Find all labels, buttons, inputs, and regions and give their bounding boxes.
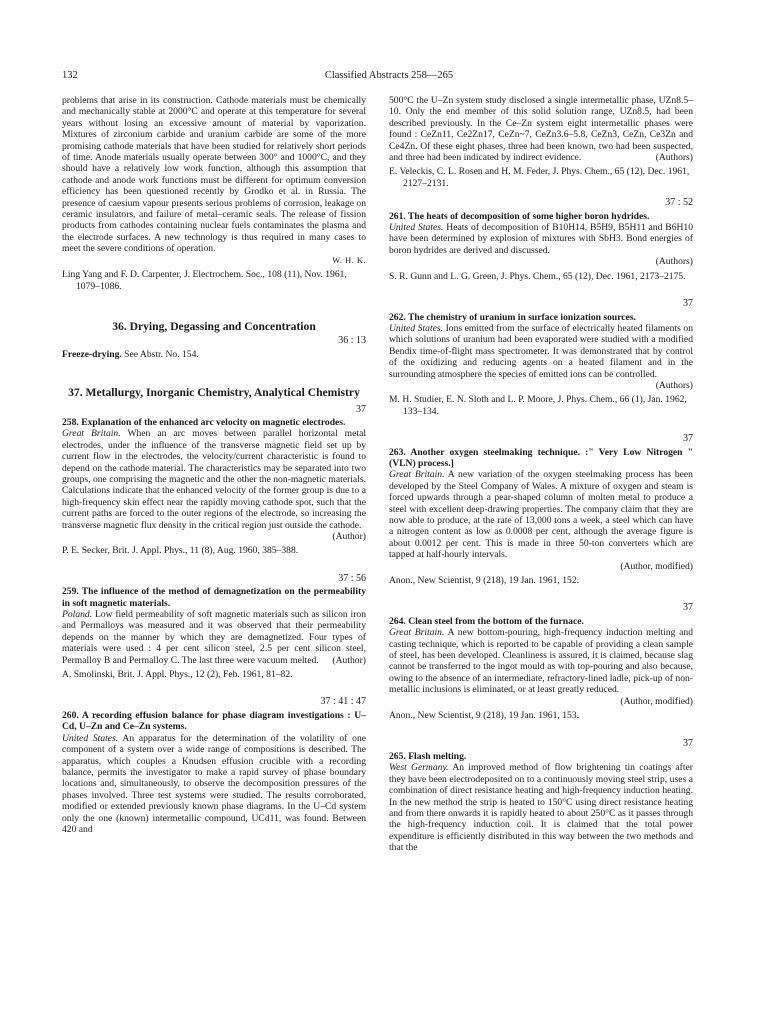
- country: Poland.: [62, 609, 93, 621]
- cross-reference-text: See Abstr. No. 154.: [124, 348, 199, 360]
- citation: M. H. Studier, E. N. Sloth and L. P. Moore, J. Phys. Chem., 66 (1), Jan. 1962, 133–134.: [389, 394, 687, 417]
- classification-ref: 37: [683, 737, 693, 749]
- abstract-262: [389, 298, 693, 417]
- abstract-body: [389, 627, 693, 695]
- abstract-title: 264. Clean steel from the bottom of the furnace.: [389, 615, 584, 627]
- abstract-title: 261. The heats of decomposition of some higher boron hydrides.: [389, 210, 650, 222]
- abstract-261: [389, 197, 693, 282]
- abstract-text: A new bottom-pouring, high-frequency induction melting and casting technique, which is reported to be capable of providing a clean sample of steel, has been developed. Cleanliness is assured, it is claimed, because slag cannot be transferred to the ingot mould as with top-pouring and also because, owing to the absence of an intermediate, refractory-lined ladle, pick-up of non-metallic inclusions is eliminated, or at least greatly reduced.: [389, 627, 694, 696]
- abstract-body: [389, 469, 693, 560]
- cross-reference-label: Freeze-drying.: [62, 348, 122, 360]
- abstract-text: Low field permeability of soft magnetic materials such as silicon iron and Permalloys was measured and it was observed that their permeability depends on the manner by which they are demagnetized. Four types of materials were used : 4 per cent silicon steel, 2.5 per cent silicon steel, Permalloy B and Permalloy C. The last three were vacuum melted.: [62, 609, 366, 666]
- abstract-text: Heats of decomposition of B10H14, B5H9, B5H11 and B6H10 have been determined by explosion of mixtures with SbH3. Bond energies of boron hydrides are derived and discussed.: [389, 222, 694, 256]
- citation: E. Veleckis, C. L. Rosen and H. M. Feder, J. Phys. Chem., 65 (12), Dec. 1961, 2127–2131.: [389, 166, 690, 189]
- abstract-title: 263. Another oxygen steelmaking technique. :" Very Low Nitrogen " (VLN) process.]: [389, 446, 693, 469]
- page-header: [62, 70, 716, 84]
- abstractor-initials: W. H. K.: [332, 255, 366, 265]
- classification-ref: 36 : 13: [338, 335, 366, 347]
- page-number: 132: [62, 70, 78, 81]
- abstract-259: [62, 573, 366, 681]
- country: United States.: [389, 322, 443, 334]
- abstract-author-note: (Author, modified): [620, 560, 693, 572]
- citation: A. Smolinski, Brit. J. Appl. Phys., 12 (2), Feb. 1961, 81–82.: [62, 669, 293, 681]
- classification-ref: 37: [683, 433, 693, 445]
- citation: P. E. Secker, Brit. J. Appl. Phys., 11 (8), Aug. 1960, 385–388.: [62, 545, 299, 557]
- abstract-author-note: (Author): [332, 654, 366, 666]
- citation: S. R. Gunn and L. G. Green, J. Phys. Chem., 65 (12), Dec. 1961, 2173–2175.: [389, 270, 686, 282]
- citation: Anon., New Scientist, 9 (218), 19 Jan. 1961, 152.: [389, 575, 579, 587]
- abstract-258: [62, 404, 366, 557]
- classification-ref: 37: [683, 298, 693, 310]
- abstract-title: 262. The chemistry of uranium in surface ionization sources.: [389, 311, 636, 323]
- abstract-body: [62, 733, 366, 836]
- abstract-text: An apparatus for the determination of the volatility of one component of a system over a wide range of compositions is described. The apparatus, which couples a Knudsen effusion crucible with a recording balance, permits the investigator to make a rapid survey of phase boundary locations and, simultaneously, to observe the decomposition pressures of the phases involved. Three test systems were studied. The results corroborated, modified or extended previously known phase diagrams. In the U–Cd system only the one (known) intermetallic compound, UCd11, was found. Between 420 and: [62, 732, 366, 835]
- abstract-body: [389, 222, 693, 256]
- continued-text: [389, 95, 693, 163]
- abstract-title: 258. Explanation of the enhanced arc velocity on magnetic electrodes.: [62, 416, 346, 428]
- classification-ref: 37 : 56: [338, 572, 366, 584]
- cross-reference: [62, 349, 366, 360]
- abstract-260: [62, 696, 366, 835]
- section-heading-37: 37. Metallurgy, Inorganic Chemistry, Analytical Chemistry: [68, 386, 360, 400]
- country: Great Britain.: [389, 627, 445, 639]
- abstract-text: A new variation of the oxygen steelmaking process has been developed by the Steel Company of Wales. A mixture of oxygen and steam is forced upwards through a pear-shaped column of molten metal to produce a steel with excellent deep-drawing properties. The company claim that they are now able to produce, at the rate of 13,000 tons a week, a steel which can have a nitrogen content as low as 0.0008 per cent, although the average figure is about 0.0012 per cent. This is made in three 50-ton converters which are tapped at half-hourly intervals.: [389, 469, 693, 561]
- abstract-text: An improved method of flow brightening tin coatings after they have been electrodeposited on to a continuously moving steel strip, uses a combination of direct resistance heating and high-frequency induction heating. In the new method the strip is heated to 150°C using direct resistance heating and from there onwards it is rapidly heated to about 250°C as it passes through the high-frequency induction coil. It is claimed that the total power expenditure is efficiently distributed in this way between the two methods and that the: [389, 762, 693, 854]
- abstract-text: When an arc moves between parallel horizontal metal electrodes, under the influence of the transverse magnetic field set up by current flow in the electrodes, the velocity/current characteristic is found to depend on the cathode material. The characteristics may be separated into two groups, one comprising the magnetic and the other the non-magnetic materials. Calculations indicate that the enhanced velocity of the former group is due to a high-frequency skin effect near the rapidly moving cathode spot, such that the current paths are forced to the outer regions of the electrode, so increasing the transverse magnetic flux density in the critical region just outside the cathode.: [62, 428, 366, 531]
- abstract-265: [389, 738, 693, 854]
- abstract-263: [389, 433, 693, 586]
- abstract-author-note: (Authors): [655, 379, 693, 391]
- classification-ref: 37: [683, 602, 693, 614]
- citation: Anon., New Scientist, 9 (218), 19 Jan. 1961, 153.: [389, 710, 579, 722]
- running-title: Classified Abstracts 258—265: [324, 70, 454, 81]
- section-heading-36: 36. Drying, Degassing and Concentration: [112, 319, 316, 333]
- abstract-author-note: (Authors): [655, 256, 693, 268]
- continued-text: problems that arise in its construction. Cathode materials must be chemically and mechanically stable at 2000°C and operate at this temperature for several years without losing an excessive amount of material by vaporization. Mixtures of zirconium carbide and uranium carbide are some of the more promising cathode materials that have been studied for relatively short periods of time. Anode materials usually operate between 300° and 1000°C, and they should have a relatively low work function, although this assumption that cathode and anode work functions must be different for optimum conversion efficiency has been questioned recently by Grodko et al. in Russia. The presence of caesium vapour presents serious problems of corrosion, leakage on ceramic insulators, and failure of metal–ceramic seals. The release of fission products from cathodes containing nuclear fuels contaminates the plasma and the electrode surfaces. A new technology is thus required in many cases to meet the severe conditions of operation.: [62, 95, 366, 255]
- classification-ref: 37 : 41 : 47: [320, 696, 366, 708]
- abstract-title: 260. A recording effusion balance for phase diagram investigations : U–Cd, U–Zn and Ce–Zn systems.: [62, 709, 366, 733]
- abstract-author-note: (Author, modified): [620, 695, 693, 707]
- abstract-body: [62, 428, 366, 531]
- abstract-title: 259. The influence of the method of demagnetization on the permeability in soft magnetic materials.: [62, 586, 366, 609]
- country: Great Britain.: [389, 469, 445, 481]
- country: Great Britain.: [62, 428, 121, 440]
- country: West Germany.: [389, 762, 449, 774]
- citation: Ling Yang and F. D. Carpenter, J. Electrochem. Soc., 108 (11), Nov. 1961, 1079–1086.: [62, 269, 347, 292]
- abstract-text: 500°C the U–Zn system study disclosed a single intermetallic phase, UZn8.5–10. Only the end member of this solid solution range, UZn8.5, had been described previously. In the Ce–Zn system eight intermetallic phases were found : CeZn11, Ce2Zn17, CeZn~7, CeZn3.6–5.8, CeZn3, CeZn, Ce3Zn and Ce4Zn. Of these eight phases, three had been known, two had been suspected, and three had been indicated by indirect evidence.: [389, 95, 693, 164]
- abstract-264: [389, 602, 693, 721]
- left-column: [62, 95, 366, 835]
- country: United States.: [389, 222, 444, 234]
- abstract-body: [389, 762, 693, 853]
- abstract-body: [389, 323, 693, 380]
- abstract-author-note: (Authors): [655, 152, 693, 164]
- abstract-title: 265. Flash melting.: [389, 750, 467, 762]
- classification-ref: 37: [356, 403, 366, 415]
- classification-ref: 37 : 52: [665, 197, 693, 209]
- right-column: [389, 95, 693, 854]
- country: United States.: [62, 732, 119, 744]
- abstract-text: Ions emitted from the surface of electrically heated filaments on which solutions of uranium had been evaporated were studied with a modified Bendix time-of-flight mass spectrometer. It was demonstrated that by control of the oxidizing and reducing agents on a heated filament and in the surrounding atmosphere the species of emitted ions can be controlled.: [389, 322, 693, 380]
- abstract-author-note: (Author): [332, 531, 366, 542]
- abstract-body: [62, 609, 366, 666]
